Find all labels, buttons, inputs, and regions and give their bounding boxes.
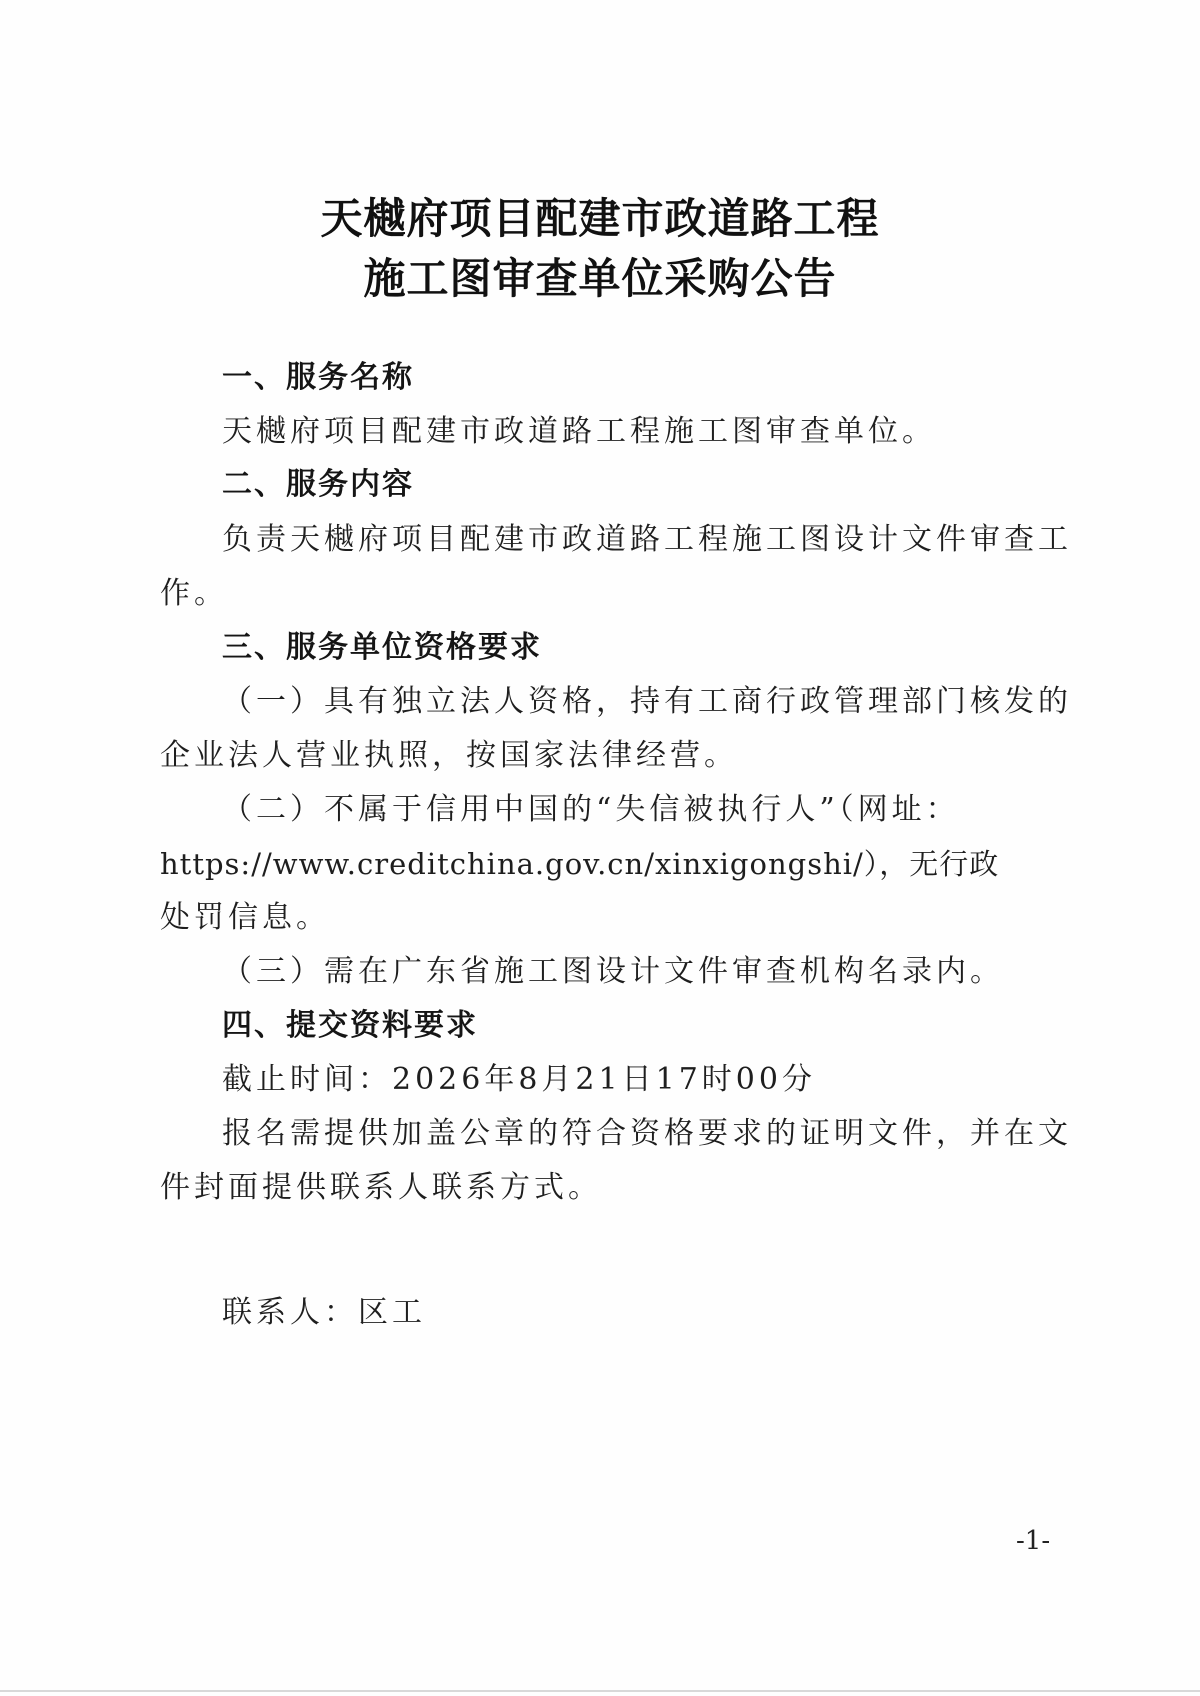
section-2-body-line1: 负责天樾府项目配建市政道路工程施工图设计文件审查工: [222, 522, 1072, 557]
section-4-body-line2: 件封面提供联系人联系方式。: [160, 1170, 602, 1205]
section-1-body: 天樾府项目配建市政道路工程施工图审查单位。: [222, 414, 936, 449]
document-title-line1: 天樾府项目配建市政道路工程: [320, 194, 880, 243]
section-4-deadline: 截止时间：2026年8月21日17时00分: [222, 1062, 816, 1097]
contact-person: 联系人：区工: [222, 1295, 426, 1330]
section-2-body-line2: 作。: [160, 576, 228, 611]
section-3-heading: 三、服务单位资格要求: [222, 630, 542, 665]
section-3-item2-line3: 处罚信息。: [160, 900, 330, 935]
section-2-heading: 二、服务内容: [222, 467, 414, 502]
page-number: -1-: [1016, 1526, 1051, 1556]
section-3-item1-line2: 企业法人营业执照，按国家法律经营。: [160, 738, 738, 773]
document-title-line2: 施工图审查单位采购公告: [363, 254, 837, 303]
section-3-item2-line2: https://www.creditchina.gov.cn/xinxigongshi/），无行政: [160, 847, 1000, 881]
page-bottom-edge: [0, 1690, 1200, 1692]
section-1-heading: 一、服务名称: [222, 360, 414, 395]
section-4-body-line1: 报名需提供加盖公章的符合资格要求的证明文件，并在文: [222, 1116, 1072, 1151]
section-3-item2-line1: （二）不属于信用中国的“失信被执行人”（网址：: [222, 792, 960, 827]
section-4-heading: 四、提交资料要求: [222, 1008, 478, 1043]
section-3-item3: （三）需在广东省施工图设计文件审查机构名录内。: [222, 954, 1004, 989]
section-3-item1-line1: （一）具有独立法人资格，持有工商行政管理部门核发的: [222, 684, 1072, 719]
